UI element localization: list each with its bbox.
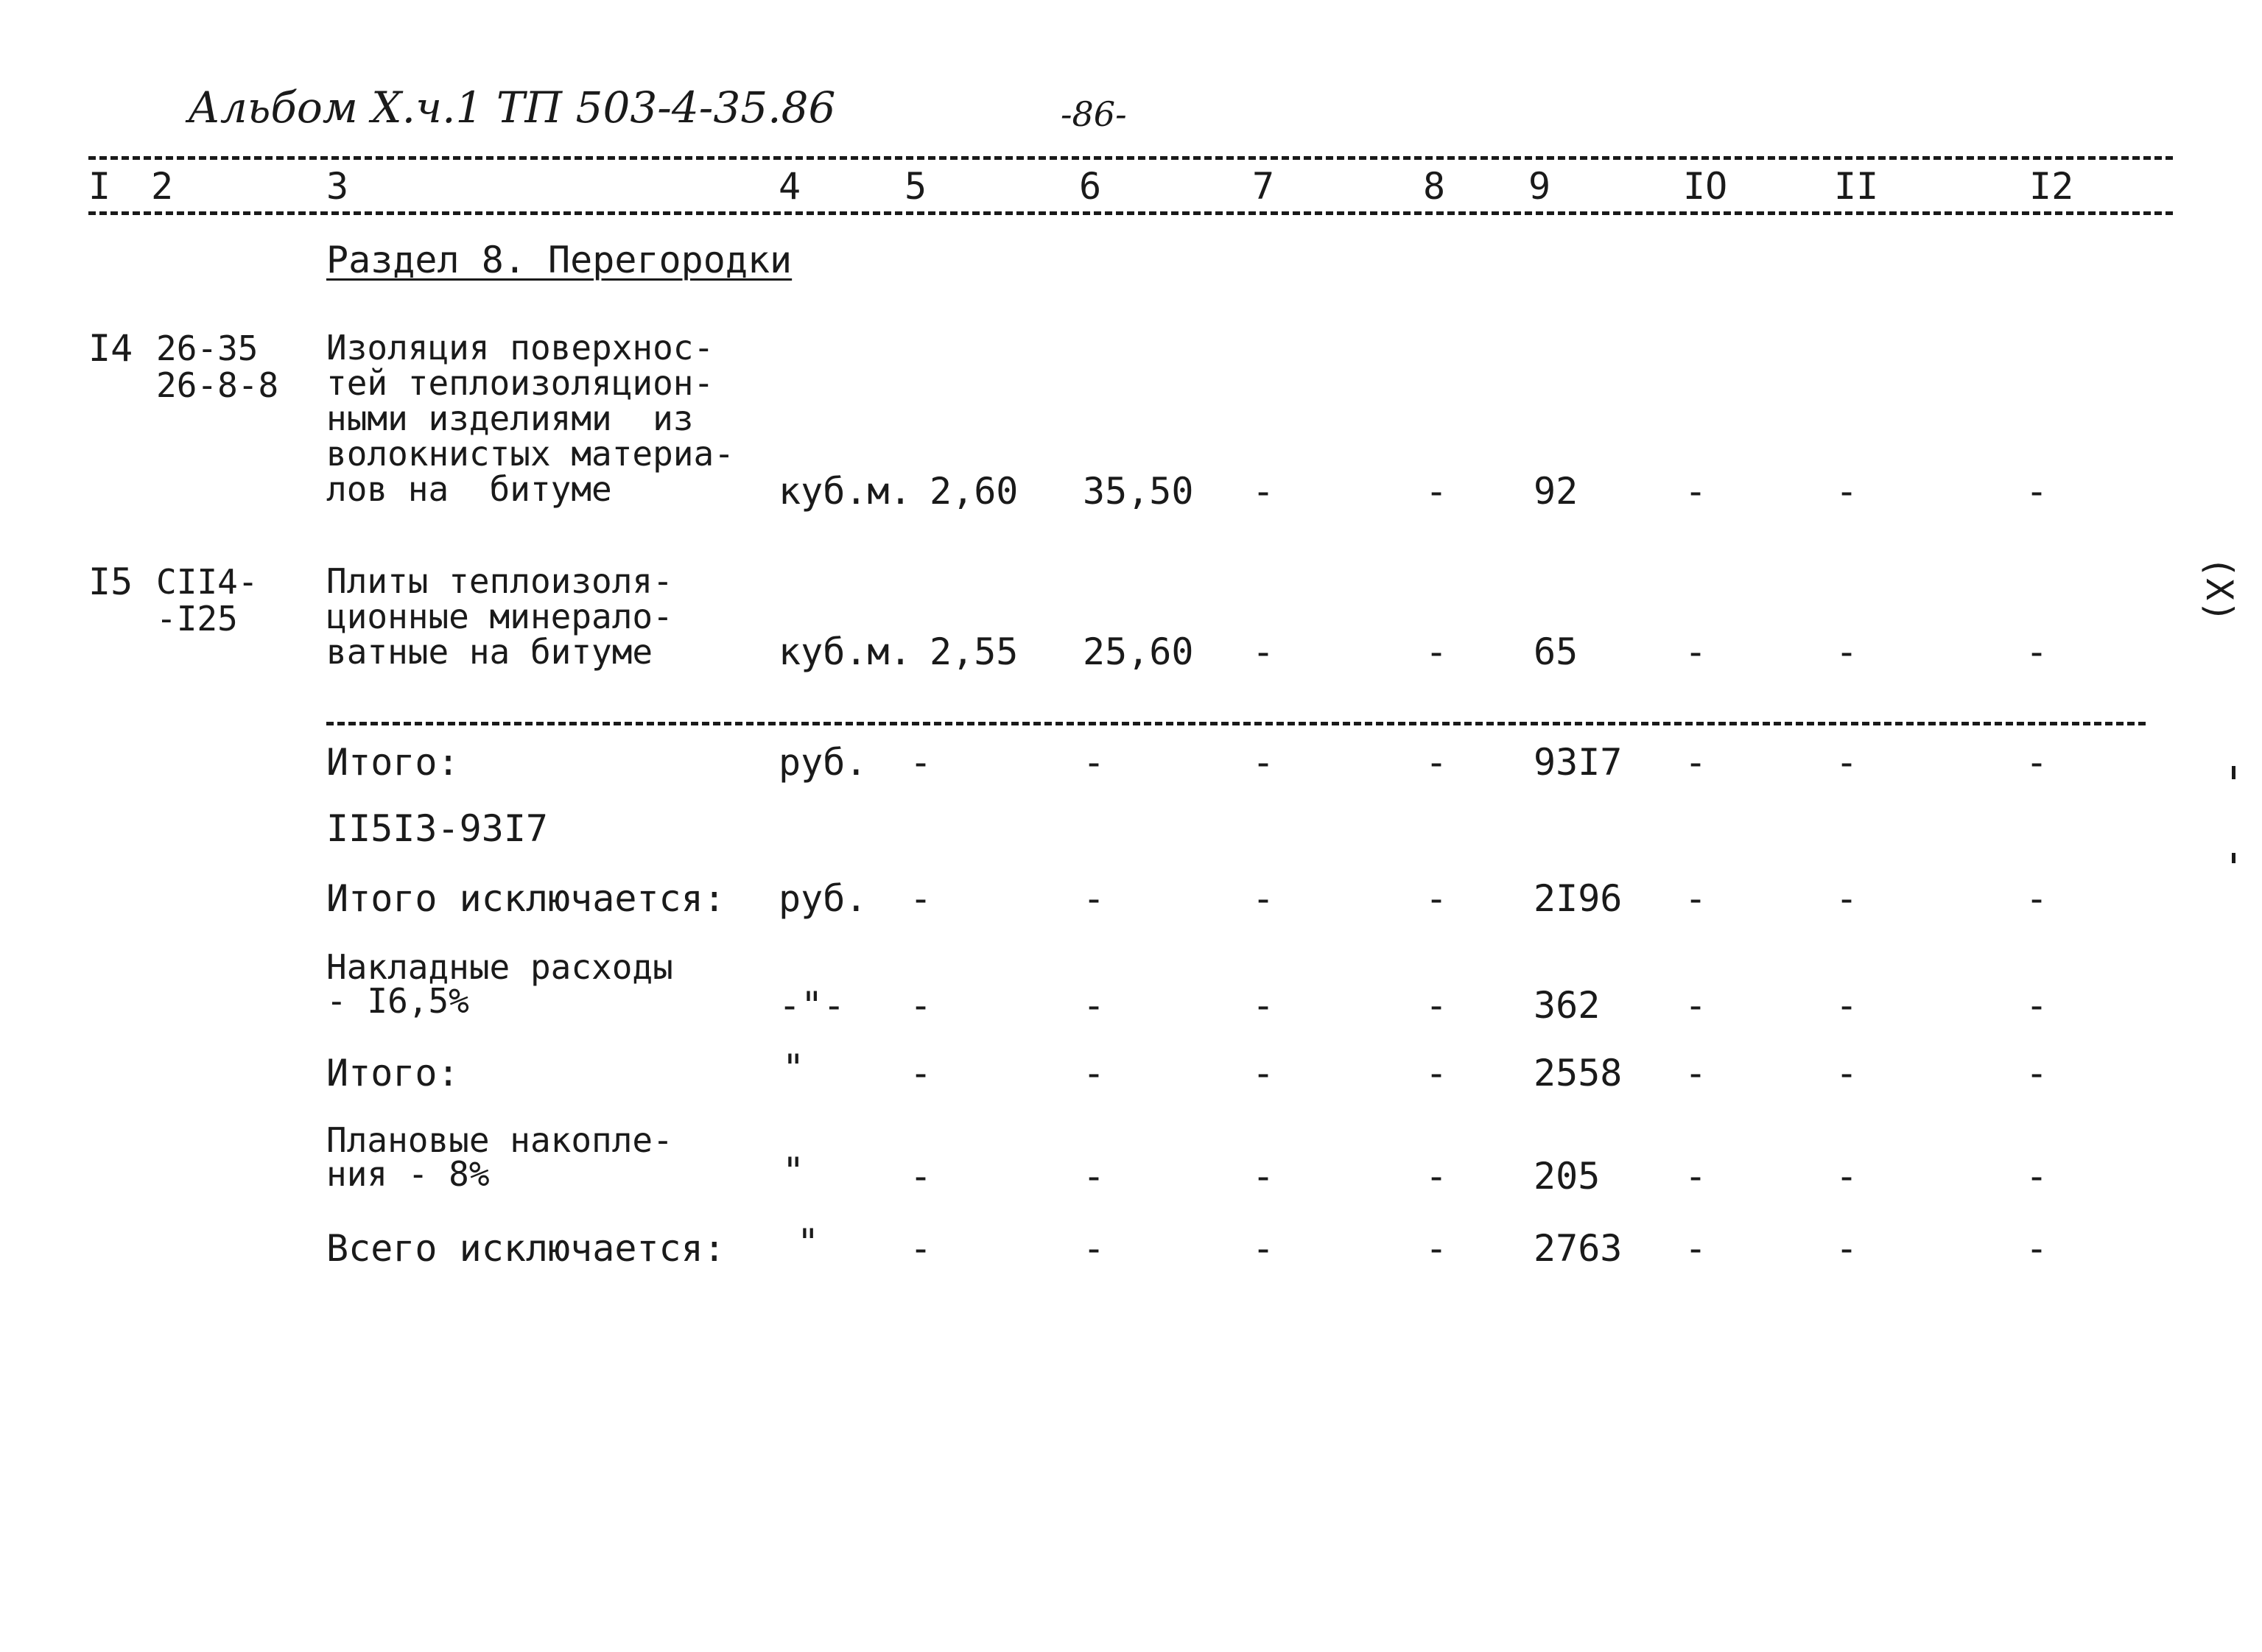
summary-planned-col6: - bbox=[1083, 1155, 1106, 1198]
summary-calculation: II5I3-93I7 bbox=[326, 807, 549, 850]
column-header-10: IO bbox=[1683, 165, 1728, 208]
summary-planned-label: Плановые накопле- ния - 8% bbox=[326, 1120, 673, 1194]
section-title: Раздел 8. Перегородки bbox=[326, 239, 793, 281]
summary-subtotal-col9: 2558 bbox=[1534, 1052, 1623, 1094]
summary-subtotal-col7: - bbox=[1252, 1052, 1275, 1094]
summary-planned-col10: - bbox=[1685, 1155, 1707, 1198]
row-15-description: Плиты теплоизоля- ционные минерало- ватные на битуме bbox=[326, 561, 673, 672]
row-15-col10: - bbox=[1685, 630, 1707, 673]
row-14-description: Изоляция поверхнос- тей теплоизоляцион- ными изделиями из волокнистых материа- лов на битуме bbox=[326, 328, 734, 509]
summary-overhead-col6: - bbox=[1083, 984, 1106, 1027]
summary-total-label: Итого: bbox=[326, 741, 460, 784]
summary-grand-total-col10: - bbox=[1685, 1227, 1707, 1270]
column-header-9: 9 bbox=[1528, 165, 1551, 208]
row-15-unit: куб.м. bbox=[779, 630, 912, 673]
row-15-col6: 25,60 bbox=[1083, 630, 1194, 673]
row-14-col10: - bbox=[1685, 470, 1707, 513]
summary-grand-total-col5: - bbox=[910, 1227, 932, 1270]
column-header-4: 4 bbox=[779, 165, 801, 208]
summary-excluded-col10: - bbox=[1685, 877, 1707, 920]
summary-grand-total-col7: - bbox=[1252, 1227, 1275, 1270]
row-15-number: I5 bbox=[88, 560, 133, 603]
summary-subtotal-col8: - bbox=[1425, 1052, 1448, 1094]
summary-excluded-label: Итого исключается: bbox=[326, 877, 726, 920]
row-14-col8: - bbox=[1425, 470, 1448, 513]
row-14-col9: 92 bbox=[1534, 470, 1578, 513]
summary-subtotal-label: Итого: bbox=[326, 1052, 460, 1094]
row-14-col7: - bbox=[1252, 470, 1275, 513]
summary-overhead-col7: - bbox=[1252, 984, 1275, 1027]
row-15-col7: - bbox=[1252, 630, 1275, 673]
column-header-12: I2 bbox=[2029, 165, 2074, 208]
summary-excluded-col8: - bbox=[1425, 877, 1448, 920]
summary-total-col12: - bbox=[2026, 741, 2048, 784]
row-15-col8: - bbox=[1425, 630, 1448, 673]
summary-total-col11: - bbox=[1836, 741, 1858, 784]
summary-subtotal-col5: - bbox=[910, 1052, 932, 1094]
row-14-number: I4 bbox=[88, 327, 133, 370]
summary-excluded-col5: - bbox=[910, 877, 932, 920]
column-header-8: 8 bbox=[1423, 165, 1446, 208]
summary-grand-total-col12: - bbox=[2026, 1227, 2048, 1270]
summary-planned-col12: - bbox=[2026, 1155, 2048, 1198]
column-header-6: 6 bbox=[1079, 165, 1102, 208]
summary-total-col7: - bbox=[1252, 741, 1275, 784]
summary-planned-col7: - bbox=[1252, 1155, 1275, 1198]
summary-overhead-unit: -"- bbox=[779, 984, 846, 1027]
summary-overhead-label: Накладные расходы - I6,5% bbox=[326, 947, 673, 1021]
summary-grand-total-col9: 2763 bbox=[1534, 1227, 1623, 1270]
summary-excluded-col7: - bbox=[1252, 877, 1275, 920]
summary-subtotal-col6: - bbox=[1083, 1052, 1106, 1094]
summary-total-unit: руб. bbox=[779, 741, 868, 784]
album-reference: Альбом Х.ч.1 ТП 503-4-35.86 bbox=[188, 82, 836, 133]
header-rule-bottom bbox=[88, 211, 2173, 215]
summary-subtotal-col12: - bbox=[2026, 1052, 2048, 1094]
row-14-col6: 35,50 bbox=[1083, 470, 1194, 513]
totals-divider bbox=[326, 722, 2146, 725]
summary-overhead-col9: 362 bbox=[1534, 984, 1601, 1027]
summary-subtotal-col11: - bbox=[1836, 1052, 1858, 1094]
row-15-code: CII4- -I25 bbox=[156, 562, 259, 639]
column-header-3: 3 bbox=[326, 165, 349, 208]
summary-grand-total-col6: - bbox=[1083, 1227, 1106, 1270]
margin-tick-upper bbox=[2232, 766, 2235, 779]
summary-overhead-col12: - bbox=[2026, 984, 2048, 1027]
row-14-col11: - bbox=[1836, 470, 1858, 513]
column-header-1: I bbox=[88, 165, 111, 208]
row-15-col9: 65 bbox=[1534, 630, 1578, 673]
column-header-11: II bbox=[1834, 165, 1879, 208]
summary-overhead-col8: - bbox=[1425, 984, 1448, 1027]
summary-overhead-col10: - bbox=[1685, 984, 1707, 1027]
summary-subtotal-unit: " bbox=[782, 1047, 805, 1089]
column-header-2: 2 bbox=[151, 165, 174, 208]
summary-planned-col9: 205 bbox=[1534, 1155, 1601, 1198]
summary-overhead-col11: - bbox=[1836, 984, 1858, 1027]
summary-planned-col11: - bbox=[1836, 1155, 1858, 1198]
summary-excluded-col12: - bbox=[2026, 877, 2048, 920]
summary-grand-total-label: Всего исключается: bbox=[326, 1227, 726, 1270]
row-14-code: 26-35 26-8-8 bbox=[156, 328, 279, 405]
summary-planned-col8: - bbox=[1425, 1155, 1448, 1198]
row-14-col12: - bbox=[2026, 470, 2048, 513]
column-header-7: 7 bbox=[1252, 165, 1275, 208]
row-15-col5: 2,55 bbox=[930, 630, 1019, 673]
header-rule-top bbox=[88, 156, 2173, 160]
margin-tick-lower bbox=[2232, 853, 2235, 863]
summary-subtotal-col10: - bbox=[1685, 1052, 1707, 1094]
summary-excluded-col11: - bbox=[1836, 877, 1858, 920]
summary-planned-col5: - bbox=[910, 1155, 932, 1198]
summary-grand-total-col11: - bbox=[1836, 1227, 1858, 1270]
summary-overhead-col5: - bbox=[910, 984, 932, 1027]
summary-total-col6: - bbox=[1083, 741, 1106, 784]
summary-total-col10: - bbox=[1685, 741, 1707, 784]
row-15-col12: - bbox=[2026, 630, 2048, 673]
row-14-col5: 2,60 bbox=[930, 470, 1019, 513]
summary-grand-total-unit: " bbox=[797, 1221, 820, 1264]
summary-excluded-col9: 2I96 bbox=[1534, 877, 1623, 920]
summary-excluded-col6: - bbox=[1083, 877, 1106, 920]
column-header-5: 5 bbox=[905, 165, 927, 208]
summary-total-col5: - bbox=[910, 741, 932, 784]
summary-total-col8: - bbox=[1425, 741, 1448, 784]
summary-grand-total-col8: - bbox=[1425, 1227, 1448, 1270]
margin-mark: (X) bbox=[2198, 556, 2241, 623]
row-15-col11: - bbox=[1836, 630, 1858, 673]
row-14-unit: куб.м. bbox=[779, 470, 912, 513]
page-number: -86- bbox=[1061, 94, 1127, 134]
summary-total-col9: 93I7 bbox=[1534, 741, 1623, 784]
summary-excluded-unit: руб. bbox=[779, 877, 868, 920]
summary-planned-unit: " bbox=[782, 1150, 805, 1192]
